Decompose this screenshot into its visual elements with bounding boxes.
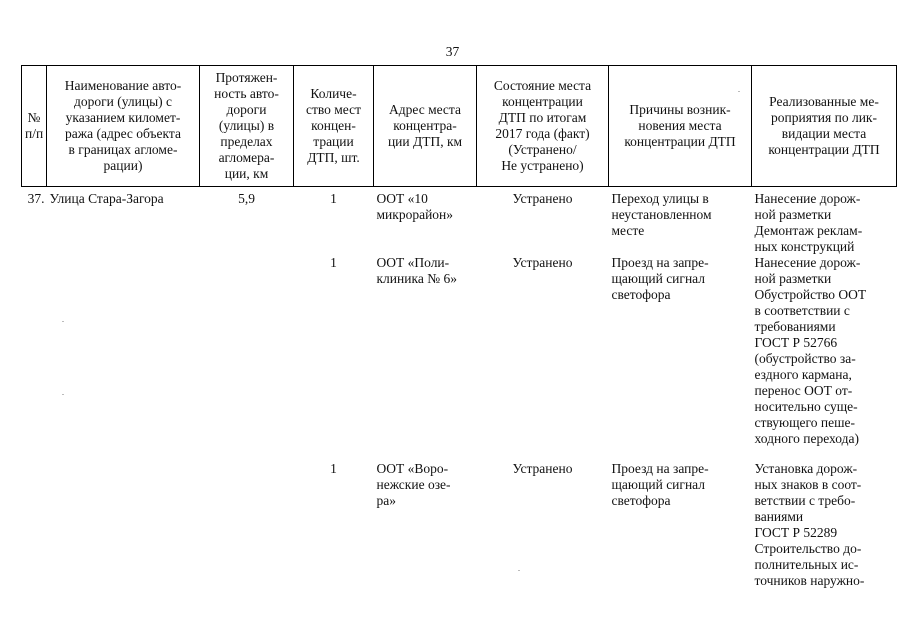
header-text-line: дороги	[226, 102, 267, 117]
header-text-line: ность авто-	[214, 86, 279, 101]
cell-address	[374, 187, 477, 256]
header-text-line: роприятия по лик-	[771, 110, 877, 125]
scan-speck	[62, 394, 64, 395]
table-row	[22, 187, 897, 256]
cell-text-line: ваниями	[754, 509, 804, 524]
cell-address	[374, 461, 477, 601]
cell-text-line: ной разметки	[754, 207, 832, 222]
cell-cause	[609, 255, 752, 461]
cell-text-line: (обустройство за-	[754, 351, 856, 366]
cell-measures	[752, 255, 897, 461]
header-text-line: указанием километ-	[65, 110, 181, 125]
cell-text-line: ра»	[376, 493, 396, 508]
header-text-line: ража (адрес объекта	[65, 126, 181, 141]
header-status	[477, 66, 609, 187]
header-text-line: ство мест	[305, 102, 362, 117]
header-text-line: Состояние места	[493, 78, 592, 93]
header-text-line: агломера-	[218, 150, 275, 165]
page-number: 37	[445, 44, 460, 59]
header-text-line: ции, км	[224, 166, 269, 181]
cell-text-line: Улица Стара-Загора	[49, 191, 164, 206]
cell-text-line: Нанесение дорож-	[754, 255, 861, 270]
table-header-row	[22, 66, 897, 187]
cell-cause	[609, 187, 752, 256]
cell-text-line: в соответствии с	[754, 303, 850, 318]
cell-length: 5,9	[238, 191, 255, 206]
header-text-line: новения места	[638, 118, 722, 133]
header-road-name	[47, 66, 200, 187]
header-text-line: №	[27, 110, 41, 125]
cell-text-line: светофора	[611, 287, 671, 302]
cell-text-line: ООТ «Воро-	[376, 461, 449, 476]
header-length	[200, 66, 294, 187]
cell-text-line: месте	[611, 223, 645, 238]
cell-text-line: ходного перехода)	[754, 431, 859, 446]
scan-speck	[62, 321, 64, 322]
cell-text-line: клиника № 6»	[376, 271, 457, 286]
header-text-line: Адрес места	[389, 102, 461, 117]
cell-count: 1	[330, 255, 337, 270]
cell-cause	[609, 461, 752, 601]
cell-status: Устранено	[512, 191, 573, 206]
header-text-line: рации)	[103, 158, 143, 173]
cell-text-line: носительно суще-	[754, 399, 858, 414]
cell-road	[47, 255, 200, 461]
header-text-line: Реализованные ме-	[769, 94, 879, 109]
header-text-line: ДТП по итогам	[498, 110, 587, 125]
header-text-line: п/п	[25, 126, 44, 141]
cell-text-line: Установка дорож-	[754, 461, 858, 476]
cell-number	[22, 255, 47, 461]
header-text-line: Причины возник-	[629, 102, 731, 117]
cell-count: 1	[330, 191, 337, 206]
header-text-line: трации	[313, 134, 354, 149]
header-text-line: концентрации ДТП	[624, 134, 736, 149]
cell-text-line: Проезд на запре-	[611, 255, 709, 270]
cell-text-line: полнительных ис-	[754, 557, 859, 572]
cell-number	[22, 461, 47, 601]
cell-status: Устранено	[512, 255, 573, 270]
header-text-line: видации места	[781, 126, 867, 141]
header-text-line: ции ДТП, км	[387, 134, 463, 149]
cell-text-line: неустановленном	[611, 207, 712, 222]
table-row	[22, 461, 897, 601]
cell-text-line: Демонтаж реклам-	[754, 223, 863, 238]
header-text-line: 2017 года (факт)	[495, 126, 590, 141]
cell-text-line: перенос ООТ от-	[754, 383, 853, 398]
header-text-line: Протяжен-	[215, 70, 278, 85]
header-text-line: пределах	[220, 134, 273, 149]
header-text-line: Количе-	[310, 86, 357, 101]
cell-text-line: Проезд на запре-	[611, 461, 709, 476]
cell-text-line: ГОСТ Р 52766	[754, 335, 838, 350]
cell-text-line: точников наружно-	[754, 573, 865, 588]
header-text-line: Не устранено)	[501, 158, 584, 173]
cell-text-line: Нанесение дорож-	[754, 191, 861, 206]
cell-text-line: ных конструкций	[754, 239, 855, 254]
cell-text-line: Обустройство ООТ	[754, 287, 867, 302]
header-count	[294, 66, 374, 187]
header-address	[374, 66, 477, 187]
header-measures	[752, 66, 897, 187]
cell-text-line: Строительство до-	[754, 541, 862, 556]
cell-text-line: ветствии с требо-	[754, 493, 856, 508]
cell-measures	[752, 187, 897, 256]
cell-text-line: светофора	[611, 493, 671, 508]
cell-road	[47, 187, 200, 256]
cell-text-line: ГОСТ Р 52289	[754, 525, 838, 540]
cell-text-line: микрорайон»	[376, 207, 454, 222]
cell-count: 1	[330, 461, 337, 476]
cell-text-line: ООТ «Поли-	[376, 255, 450, 270]
cell-number: 37.	[27, 191, 45, 206]
cell-text-line: ных знаков в соот-	[754, 477, 862, 492]
cell-length	[200, 461, 294, 601]
header-text-line: концен-	[311, 118, 356, 133]
cell-length	[200, 255, 294, 461]
cell-text-line: требованиями	[754, 319, 836, 334]
cell-text-line: ездного кармана,	[754, 367, 852, 382]
header-text-line: (Устранено/	[508, 142, 577, 157]
cell-text-line: Переход улицы в	[611, 191, 709, 206]
concentration-points-table	[21, 65, 897, 601]
cell-address	[374, 255, 477, 461]
header-text-line: в границах агломе-	[68, 142, 178, 157]
cell-status: Устранено	[512, 461, 573, 476]
header-number	[22, 66, 47, 187]
cell-text-line: ной разметки	[754, 271, 832, 286]
cell-text-line: ствующего пеше-	[754, 415, 855, 430]
header-text-line: дороги (улицы) с	[73, 94, 173, 109]
cell-measures	[752, 461, 897, 601]
scan-speck	[518, 570, 520, 571]
header-text-line: концентра-	[393, 118, 457, 133]
cell-text-line: ООТ «10	[376, 191, 428, 206]
header-text-line: концентрации ДТП	[768, 142, 880, 157]
scan-speck	[738, 91, 740, 92]
header-text-line: концентрации	[502, 94, 583, 109]
header-text-line: (улицы) в	[218, 118, 275, 133]
header-text-line: Наименование авто-	[64, 78, 182, 93]
table-row	[22, 255, 897, 461]
cell-text-line: щающий сигнал	[611, 271, 706, 286]
cell-text-line: щающий сигнал	[611, 477, 706, 492]
cell-text-line: нежские озе-	[376, 477, 451, 492]
header-text-line: ДТП, шт.	[307, 150, 360, 165]
header-causes	[609, 66, 752, 187]
cell-road	[47, 461, 200, 601]
